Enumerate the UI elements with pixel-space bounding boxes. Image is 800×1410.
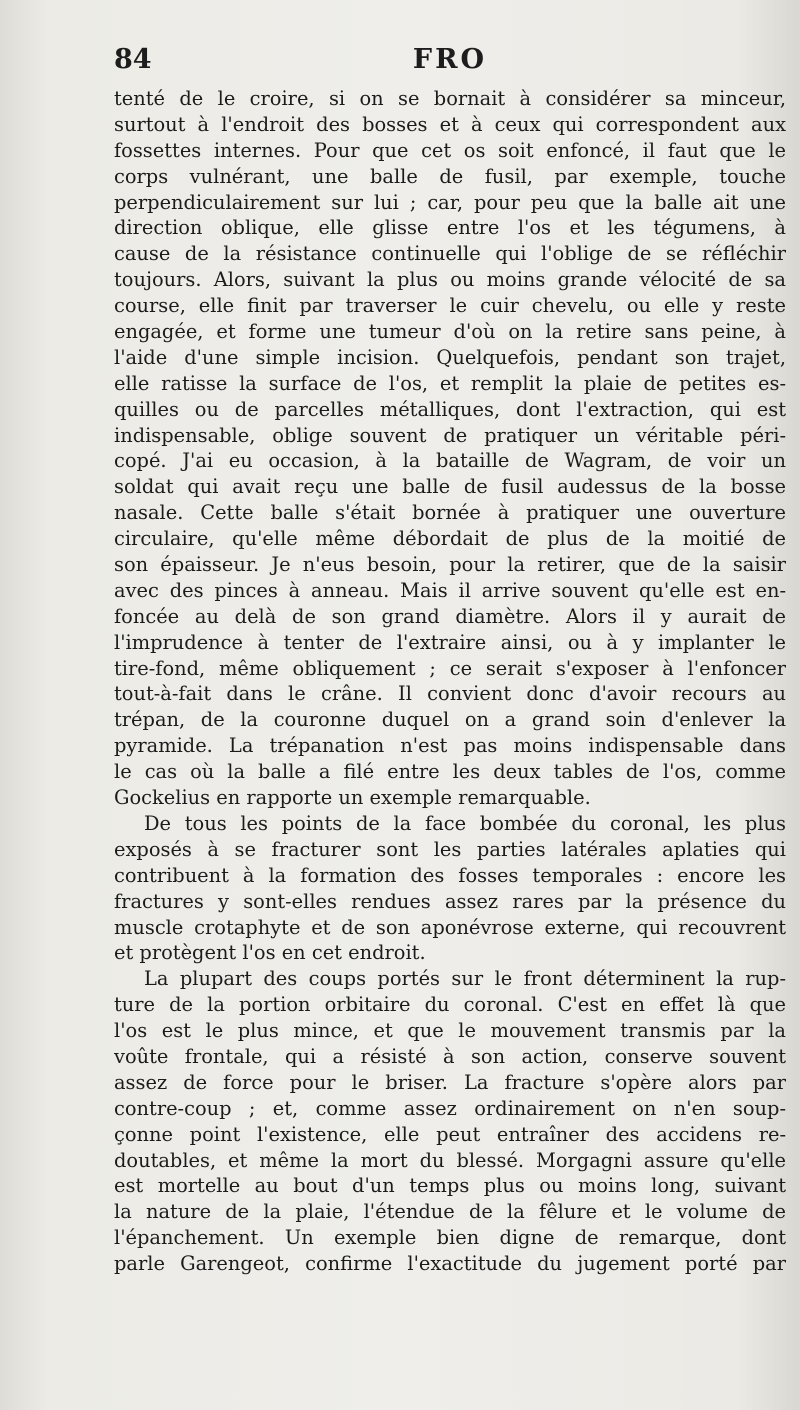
text-line: perpendiculairement sur lui ; car, pour peu que la balle ait une	[114, 190, 786, 214]
text-line: fractures y sont-elles rendues assez rares par la présence du	[114, 889, 786, 913]
text-line: cause de la résistance continuelle qui l'oblige de se réfléchir	[114, 242, 786, 266]
text-line: circulaire, qu'elle même débordait de plus de la moitié de	[114, 527, 786, 551]
text-line: la nature de la plaie, l'étendue de la fêlure et le volume de	[114, 1200, 786, 1224]
text-line: voûte frontale, qui a résisté à son action, conserve souvent	[114, 1044, 786, 1068]
text-line: trépan, de la couronne duquel on a grand soin d'enlever la	[114, 708, 786, 732]
text-line: elle ratisse la surface de l'os, et remplit la plaie de petites es-	[114, 371, 786, 395]
text-line: foncée au delà de son grand diamètre. Alors il y aurait de	[114, 604, 786, 628]
text-line: est mortelle au bout d'un temps plus ou moins long, suivant	[114, 1174, 786, 1198]
text-line: l'épanchement. Un exemple bien digne de remarque, dont	[114, 1226, 786, 1250]
text-line: course, elle finit par traverser le cuir chevelu, ou elle y reste	[114, 294, 786, 318]
text-line: muscle crotaphyte et de son aponévrose externe, qui recouvrent	[114, 915, 786, 939]
text-line: ture de la portion orbitaire du coronal. C'est en effet là que	[114, 993, 786, 1017]
text-line: tout-à-fait dans le crâne. Il convient donc d'avoir recours au	[114, 682, 786, 706]
text-line: corps vulnérant, une balle de fusil, par exemple, touche	[114, 164, 786, 188]
text-line: De tous les points de la face bombée du coronal, les plus	[144, 811, 786, 835]
text-line: indispensable, oblige souvent de pratiquer un véritable péri-	[114, 423, 786, 447]
text-line: son épaisseur. Je n'eus besoin, pour la retirer, que de la saisir	[114, 553, 786, 577]
text-line: quilles ou de parcelles métalliques, dont l'extraction, qui est	[114, 397, 786, 421]
text-line: nasale. Cette balle s'était bornée à pratiquer une ouverture	[114, 501, 786, 525]
text-line: assez de force pour le briser. La fracture s'opère alors par	[114, 1070, 786, 1094]
text-line: tire-fond, même obliquement ; ce serait s'exposer à l'enfoncer	[114, 656, 786, 680]
text-line: exposés à se fracturer sont les parties latérales aplaties qui	[114, 837, 786, 861]
text-line: l'aide d'une simple incision. Quelquefois, pendant son trajet,	[114, 345, 786, 369]
text-line: tenté de le croire, si on se bornait à considérer sa minceur,	[114, 87, 786, 110]
text-line: soldat qui avait reçu une balle de fusil audessus de la bosse	[114, 475, 786, 499]
text-line: engagée, et forme une tumeur d'où on la retire sans peine, à	[114, 320, 786, 344]
text-line: fossettes internes. Pour que cet os soit enfoncé, il faut que le	[114, 138, 786, 162]
text-line: direction oblique, elle glisse entre l'os et les tégumens, à	[114, 216, 786, 240]
text-line: contre-coup ; et, comme assez ordinairement on n'en soup-	[114, 1096, 786, 1120]
text-line: l'os est le plus mince, et que le mouvement transmis par la	[114, 1019, 786, 1043]
page-number: 84	[114, 44, 152, 75]
text-line: le cas où la balle a filé entre les deux tables de l'os, comme	[114, 760, 786, 784]
text-line: Gockelius en rapporte un exemple remarquable.	[114, 786, 591, 810]
text-line: toujours. Alors, suivant la plus ou moins grande vélocité de sa	[114, 268, 786, 292]
text-line: et protègent l'os en cet endroit.	[114, 941, 426, 965]
body-text	[114, 86, 786, 1277]
text-line: contribuent à la formation des fosses temporales : encore les	[114, 863, 786, 887]
text-line: l'imprudence à tenter de l'extraire ainsi, ou à y implanter le	[114, 630, 786, 654]
text-line: copé. J'ai eu occasion, à la bataille de Wagram, de voir un	[114, 449, 786, 473]
page-header	[114, 44, 786, 80]
text-line: surtout à l'endroit des bosses et à ceux qui correspondent aux	[114, 112, 786, 136]
text-line: doutables, et même la mort du blessé. Morgagni assure qu'elle	[114, 1148, 786, 1172]
text-line: parle Garengeot, confirme l'exactitude du jugement porté par	[114, 1252, 786, 1276]
running-head: FRO	[412, 44, 488, 75]
text-line: avec des pinces à anneau. Mais il arrive souvent qu'elle est en-	[114, 578, 786, 602]
text-line: La plupart des coups portés sur le front déterminent la rup-	[144, 967, 786, 991]
text-line: pyramide. La trépanation n'est pas moins indispensable dans	[114, 734, 786, 758]
text-line: çonne point l'existence, elle peut entraîner des accidens re-	[114, 1122, 786, 1146]
